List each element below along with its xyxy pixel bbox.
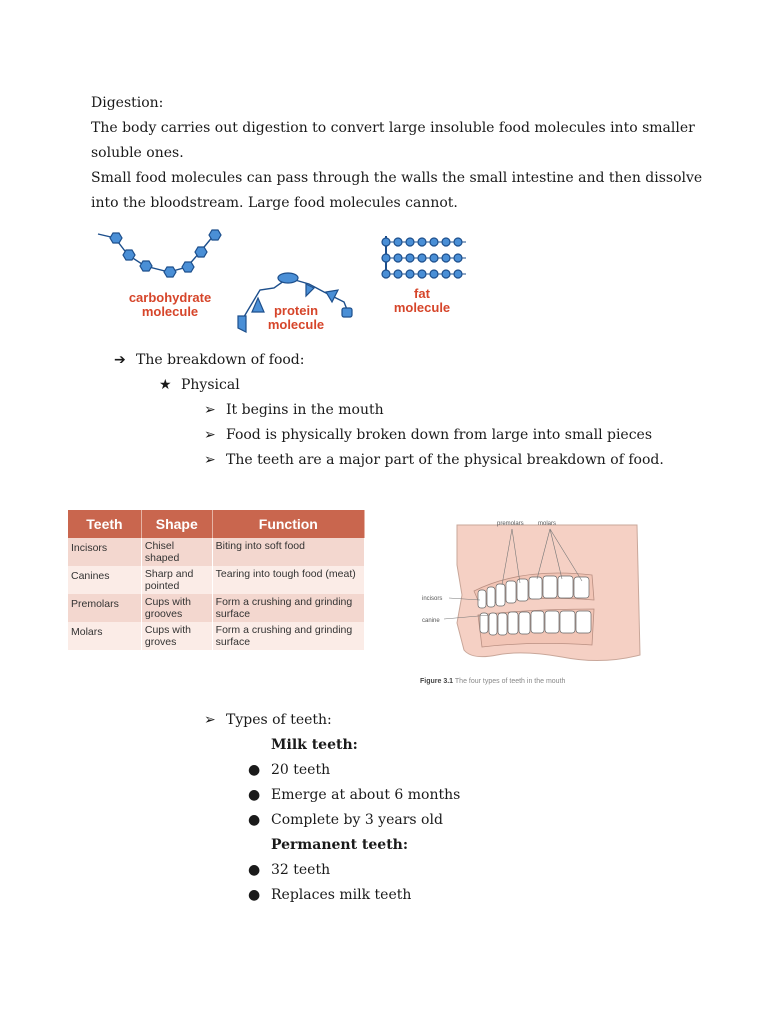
jaw-diagram bbox=[402, 505, 646, 690]
arrow-bullet-icon: ➔ bbox=[114, 352, 126, 368]
cell-teeth: Molars bbox=[68, 622, 141, 650]
dot-bullet-icon: ● bbox=[248, 812, 261, 828]
carbohydrate-hexagon bbox=[195, 247, 207, 257]
incisors-label: incisors bbox=[422, 596, 443, 602]
triangle-bullet-icon: ➢ bbox=[204, 712, 216, 728]
dot-bullet-icon: ● bbox=[248, 762, 261, 778]
caption-number: Figure 3.1 bbox=[420, 678, 454, 685]
cell-teeth: Premolars bbox=[68, 594, 141, 622]
teeth-table bbox=[68, 510, 365, 650]
physical-point-3: The teeth are a major part of the physical breakdown of food. bbox=[226, 452, 664, 468]
cell-function: Form a crushing and grinding surface bbox=[212, 622, 364, 650]
header-teeth: Teeth bbox=[68, 510, 141, 538]
carbohydrate-hexagon bbox=[164, 267, 176, 277]
carbohydrate-hexagon bbox=[209, 230, 221, 240]
cell-function: Tearing into tough food (meat) bbox=[212, 566, 364, 594]
cell-teeth: Canines bbox=[68, 566, 141, 594]
protein-label bbox=[264, 304, 328, 332]
permanent-point-2: Replaces milk teeth bbox=[271, 887, 412, 903]
table-row bbox=[68, 538, 365, 566]
carbohydrate-label-line-2: molecule bbox=[141, 304, 199, 319]
protein-shape bbox=[238, 316, 246, 332]
permanent-teeth-heading: Permanent teeth: bbox=[271, 837, 409, 853]
carbohydrate-hexagon bbox=[123, 250, 135, 260]
canine-label: canine bbox=[422, 618, 440, 624]
breakdown-heading: The breakdown of food: bbox=[136, 352, 305, 368]
cell-teeth: Incisors bbox=[68, 538, 141, 566]
fat-label bbox=[390, 287, 454, 315]
protein-shape bbox=[342, 308, 352, 317]
figure-caption bbox=[420, 678, 565, 685]
triangle-bullet-icon: ➢ bbox=[204, 402, 216, 418]
cell-shape: Sharp and pointed bbox=[141, 566, 212, 594]
milk-point-1: 20 teeth bbox=[271, 762, 331, 778]
cell-shape: Chisel shaped bbox=[141, 538, 212, 566]
mouth-figure bbox=[402, 505, 646, 690]
dot-bullet-icon: ● bbox=[248, 787, 261, 803]
fat-label-line-1: fat bbox=[414, 286, 430, 301]
milk-teeth-heading: Milk teeth: bbox=[271, 737, 358, 753]
physical-point-2: Food is physically broken down from large into small pieces bbox=[226, 427, 653, 443]
cell-shape: Cups with grooves bbox=[141, 594, 212, 622]
carbohydrate-label-line-1: carbohydrate bbox=[128, 290, 212, 305]
table-row bbox=[68, 622, 365, 650]
star-bullet-icon: ★ bbox=[159, 377, 172, 393]
header-shape: Shape bbox=[141, 510, 212, 538]
molars-label: molars bbox=[538, 521, 557, 527]
physical-heading: Physical bbox=[181, 377, 240, 393]
caption-text: The four types of teeth in the mouth bbox=[454, 678, 566, 685]
dot-bullet-icon: ● bbox=[248, 887, 261, 903]
protein-label-line-2: molecule bbox=[267, 317, 325, 332]
fat-chain-2 bbox=[382, 254, 462, 262]
carbohydrate-label bbox=[124, 291, 216, 319]
intro-line-1: The body carries out digestion to convert large insoluble food molecules into smaller bbox=[91, 120, 695, 136]
table-row bbox=[68, 566, 365, 594]
carbohydrate-hexagon bbox=[182, 262, 194, 272]
cell-shape: Cups with groves bbox=[141, 622, 212, 650]
carbohydrate-hexagon bbox=[110, 233, 122, 243]
protein-shape bbox=[326, 290, 338, 302]
triangle-bullet-icon: ➢ bbox=[204, 452, 216, 468]
intro-line-3: Small food molecules can pass through the walls the small intestine and then dissolve bbox=[91, 170, 703, 186]
milk-point-2: Emerge at about 6 months bbox=[271, 787, 461, 803]
cell-function: Form a crushing and grinding surface bbox=[212, 594, 364, 622]
fat-chain-1 bbox=[382, 238, 462, 246]
protein-shape bbox=[278, 273, 298, 283]
table-row bbox=[68, 594, 365, 622]
header-function: Function bbox=[212, 510, 364, 538]
premolars-label: premolars bbox=[497, 521, 524, 527]
section-title: Digestion: bbox=[91, 95, 164, 111]
fat-label-line-2: molecule bbox=[393, 300, 451, 315]
protein-label-line-1: protein bbox=[273, 303, 319, 318]
permanent-point-1: 32 teeth bbox=[271, 862, 331, 878]
physical-point-1: It begins in the mouth bbox=[226, 402, 384, 418]
intro-paragraph bbox=[91, 91, 703, 216]
cell-function: Biting into soft food bbox=[212, 538, 364, 566]
types-heading: Types of teeth: bbox=[226, 712, 332, 728]
milk-point-3: Complete by 3 years old bbox=[271, 812, 443, 828]
intro-line-4: into the bloodstream. Large food molecules cannot. bbox=[91, 195, 458, 211]
triangle-bullet-icon: ➢ bbox=[204, 427, 216, 443]
intro-line-2: soluble ones. bbox=[91, 145, 184, 161]
dot-bullet-icon: ● bbox=[248, 862, 261, 878]
carbohydrate-hexagon bbox=[140, 261, 152, 271]
teeth-table-header bbox=[68, 510, 365, 538]
lower-teeth bbox=[480, 611, 591, 635]
fat-chain-3 bbox=[382, 270, 462, 278]
molecule-figure bbox=[88, 220, 480, 350]
